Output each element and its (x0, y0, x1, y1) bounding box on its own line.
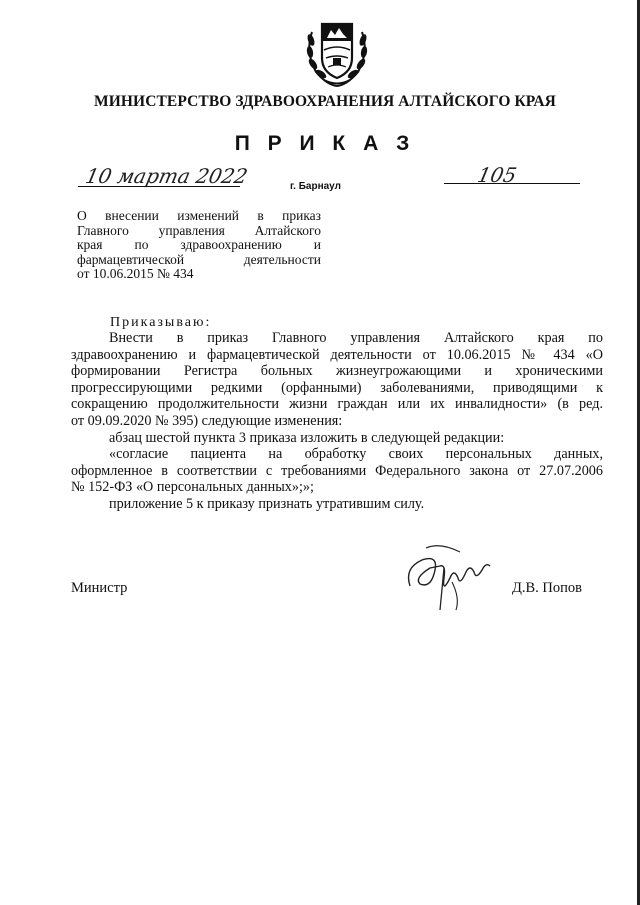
signatory-position: Министр (71, 580, 128, 596)
order-date: 10 марта 2022 (83, 164, 250, 188)
subject-line: Главного управления Алтайского (77, 222, 321, 238)
body-line: от 09.09.2020 № 395) следующие изменения: (71, 412, 343, 429)
order-body (71, 330, 603, 513)
signatory-name: Д.В. Попов (512, 580, 583, 596)
handwritten-signature (400, 538, 496, 612)
order-subject (77, 209, 321, 282)
document-type-title: П Р И К А З (234, 132, 416, 155)
body-line: здравоохранению и фармацевтической деятельности от 10.06.2015 № 434 «О (71, 346, 603, 363)
body-line: оформленное в соответствии с требованиями Федерального закона от 27.07.2006 (71, 462, 603, 479)
body-line: сокращению продолжительности жизни граждан или их инвалидности» (в ред. (71, 396, 603, 413)
body-line: приложение 5 к приказу признать утратившим силу. (109, 495, 425, 512)
body-line: формировании Регистра больных жизнеугрожающими и хроническими (71, 363, 603, 380)
order-directive-word: Приказываю: (110, 315, 212, 330)
subject-line: от 10.06.2015 № 434 (77, 266, 194, 281)
subject-line: фармацевтической деятельности (77, 251, 321, 267)
body-line: абзац шестой пункта 3 приказа изложить в следующей редакции: (109, 429, 505, 446)
date-underline (78, 186, 240, 187)
city-label: г. Барнаул (290, 181, 341, 192)
body-line: № 152-ФЗ «О персональных данных»;»; (71, 479, 314, 496)
ministry-name: МИНИСТЕРСТВО ЗДРАВООХРАНЕНИЯ АЛТАЙСКОГО КРАЯ (94, 93, 556, 110)
number-underline (444, 183, 580, 184)
body-line: прогрессирующими редкими (орфанными) заболеваниями, приводящими к (71, 379, 603, 396)
body-line: «согласие пациента на обработку своих персональных данных, (109, 446, 603, 463)
altai-coat-of-arms-icon (302, 14, 372, 88)
order-number: 105 (475, 163, 519, 187)
subject-line: О внесении изменений в приказ (77, 208, 321, 223)
body-line: Внести в приказ Главного управления Алтайского края по (109, 330, 603, 346)
subject-line: края по здравоохранению и (77, 237, 321, 252)
